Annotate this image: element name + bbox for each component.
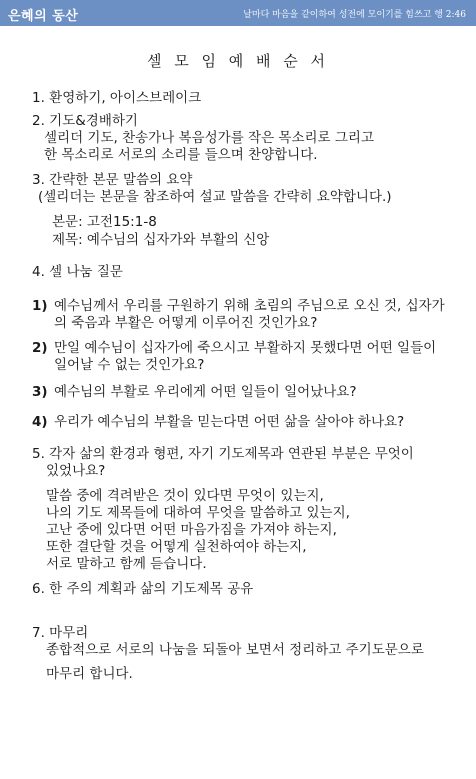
section-7-line-2: 마무리 합니다. (46, 666, 133, 682)
section-6: 6. 한 주의 계획과 삶의 기도제목 공유 (32, 581, 254, 597)
brand-title: 은혜의 동산 (8, 9, 79, 24)
question-2-line-2: 일어날 수 없는 것인가요? (54, 357, 205, 373)
question-2-line-1: 만일 예수님이 십자가에 죽으시고 부활하지 못했다면 어떤 일들이 (54, 340, 437, 356)
section-1: 1. 환영하기, 아이스브레이크 (32, 90, 202, 106)
question-3-line-1: 예수님의 부활로 우리에게 어떤 일들이 일어났나요? (54, 384, 357, 400)
header-verse: 날마다 마음을 같이하여 성전에 모이기를 힘쓰고 행 2:46 (243, 10, 466, 20)
page-title: 셀 모 임 예 배 순 서 (146, 52, 330, 70)
section-7-title: 7. 마무리 (32, 625, 89, 641)
question-4-number: 4) (32, 414, 48, 430)
header-bar (0, 0, 476, 26)
section-2-line-1: 셀리더 기도, 찬송가나 복음성가를 작은 목소리로 그리고 (44, 130, 374, 146)
section-5-para-4: 또한 결단할 것을 어떻게 실천하여야 하는지, (46, 539, 307, 555)
section-3-text: 본문: 고전15:1-8 (52, 214, 157, 230)
section-7-line-1: 종합적으로 서로의 나눔을 되돌아 보면서 정리하고 주기도문으로 (46, 642, 424, 658)
section-5-para-5: 서로 말하고 함께 듣습니다. (46, 556, 207, 572)
section-3-title: 3. 간략한 본문 말씀의 요약 (32, 172, 193, 188)
question-4-line-1: 우리가 예수님의 부활을 믿는다면 어떤 삶을 살아야 하나요? (54, 414, 405, 430)
section-3-line-1: (셀리더는 본문을 참조하여 설교 말씀을 간략히 요약합니다.) (38, 189, 392, 205)
question-1-number: 1) (32, 298, 48, 314)
section-5-para-2: 나의 기도 제목들에 대하여 무엇을 말씀하고 있는지, (46, 505, 350, 521)
section-4-title: 4. 셀 나눔 질문 (32, 264, 123, 280)
section-5-para-3: 고난 중에 있다면 어떤 마음가짐을 가져야 하는지, (46, 522, 337, 538)
section-2-line-2: 한 목소리로 서로의 소리를 들으며 찬양합니다. (44, 147, 318, 163)
section-5-line-2: 있었나요? (46, 463, 106, 479)
question-3-number: 3) (32, 384, 48, 400)
question-1-line-1: 예수님께서 우리를 구원하기 위해 초림의 주님으로 오신 것, 십자가 (54, 298, 445, 314)
question-1-line-2: 의 죽음과 부활은 어떻게 이루어진 것인가요? (54, 315, 318, 331)
section-2-title: 2. 기도&경배하기 (32, 113, 138, 129)
question-2-number: 2) (32, 340, 48, 356)
section-3-subject: 제목: 예수님의 십자가와 부활의 신앙 (52, 232, 270, 248)
section-5-line-1: 5. 각자 삶의 환경과 형편, 자기 기도제목과 연관된 부분은 무엇이 (32, 446, 414, 462)
section-5-para-1: 말씀 중에 격려받은 것이 있다면 무엇이 있는지, (46, 488, 324, 504)
